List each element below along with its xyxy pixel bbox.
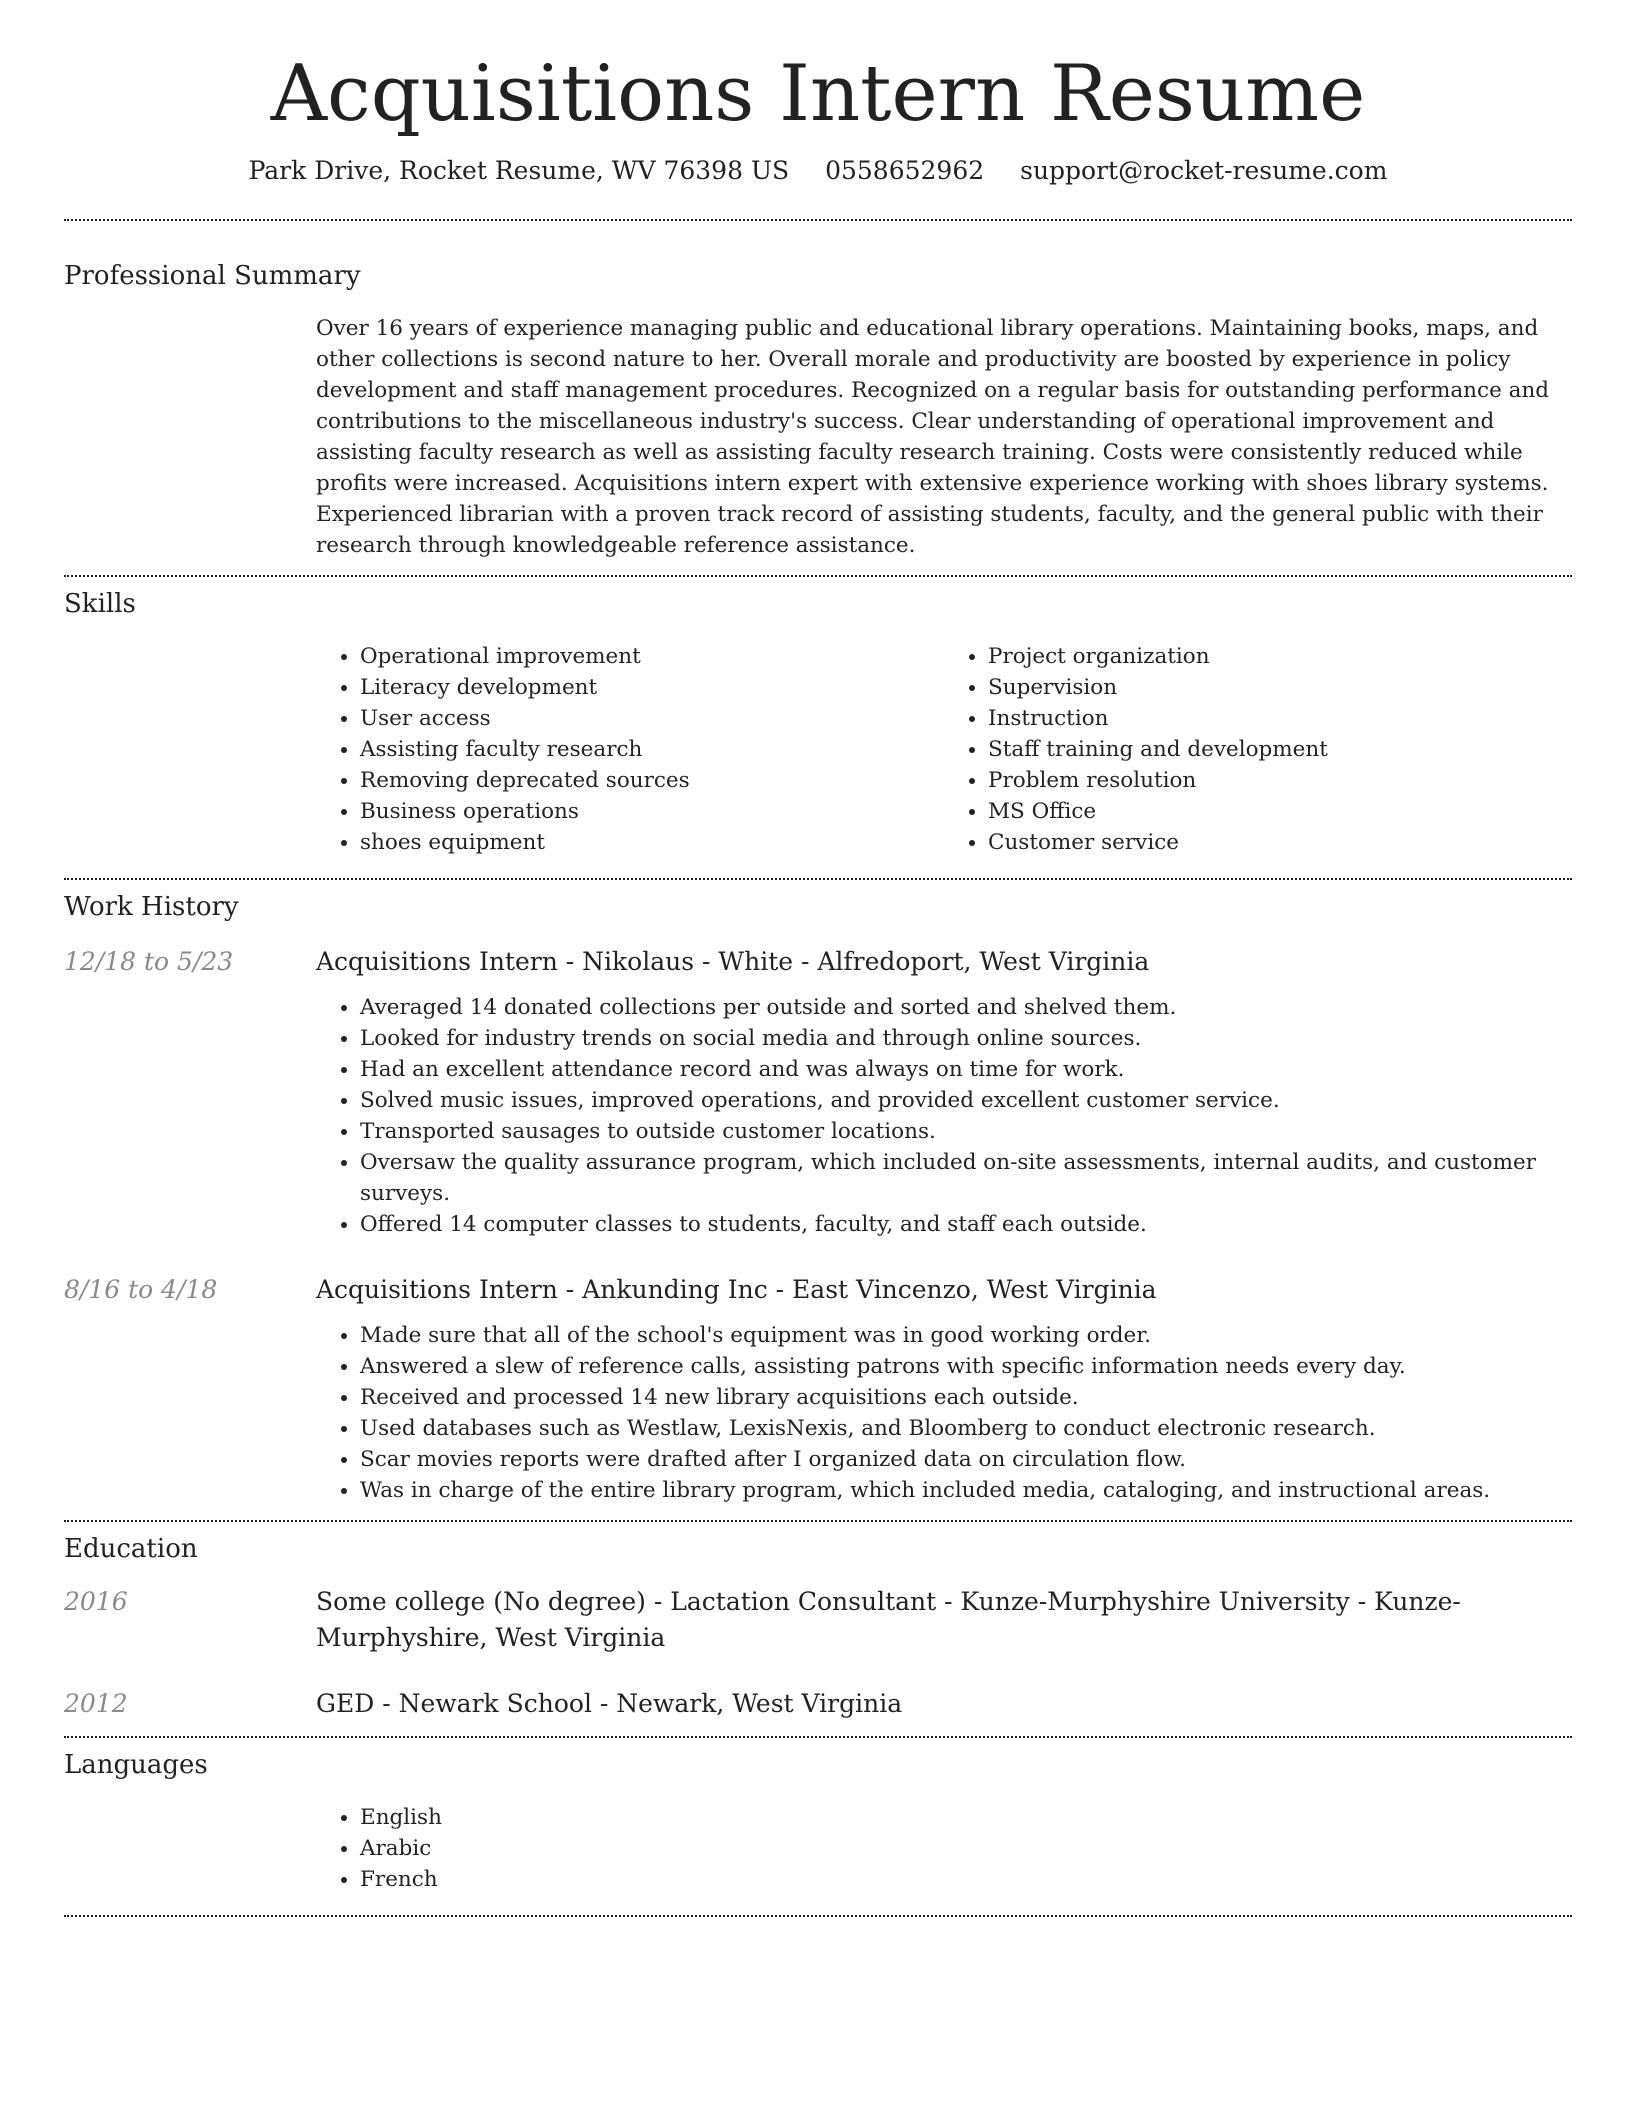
contact-address: Park Drive, Rocket Resume, WV 76398 US [248,155,790,185]
skill-item: • MS Office [988,796,1572,827]
skill-item: • Instruction [988,703,1572,734]
education-entry [64,1584,1572,1656]
education-date: 2012 [64,1688,128,1718]
contact-line [64,156,1572,185]
divider [64,1915,1572,1917]
job-heading: Acquisitions Intern - Ankunding Inc - East Vincenzo, West Virginia [316,1274,1157,1304]
divider [64,575,1572,577]
job-bullets [316,1320,1572,1506]
job-bullet: • Was in charge of the entire library program, which included media, cataloging, and instructional areas. [360,1475,1572,1506]
resume-page [64,0,1572,1917]
contact-phone: 0558652962 [825,155,985,185]
divider [64,1736,1572,1738]
language-item: • English [360,1802,1572,1833]
skill-item: • Staff training and development [988,734,1572,765]
job-bullet: • Looked for industry trends on social media and through online sources. [360,1023,1572,1054]
job-entry [64,944,1572,1240]
summary-heading: Professional Summary [64,260,361,291]
language-item: • Arabic [360,1833,1572,1864]
languages-heading: Languages [64,1749,208,1780]
job-bullet: • Offered 14 computer classes to students, faculty, and staff each outside. [360,1209,1572,1240]
page-title: Acquisitions Intern Resume [270,49,1366,139]
education-heading: GED - Newark School - Newark, West Virginia [316,1688,903,1718]
divider [64,878,1572,880]
skill-item: • Problem resolution [988,765,1572,796]
job-bullet: • Answered a slew of reference calls, assisting patrons with specific information needs every day. [360,1351,1572,1382]
skill-item: • shoes equipment [360,827,944,858]
job-date: 12/18 to 5/23 [64,946,234,976]
skill-item: • Project organization [988,641,1572,672]
job-bullet: • Made sure that all of the school's equipment was in good working order. [360,1320,1572,1351]
contact-email[interactable]: support@rocket-resume.com [1020,155,1388,185]
education-section [64,1534,1572,1722]
job-heading: Acquisitions Intern - Nikolaus - White - Alfredoport, West Virginia [316,946,1150,976]
job-bullet: • Used databases such as Westlaw, LexisNexis, and Bloomberg to conduct electronic research. [360,1413,1572,1444]
job-bullet: • Oversaw the quality assurance program, which included on-site assessments, internal audits, and customer surveys. [360,1147,1572,1209]
skill-item: • Literacy development [360,672,944,703]
summary-section [64,261,1572,561]
language-item: • French [360,1864,1572,1895]
skill-item: • User access [360,703,944,734]
job-bullet: • Had an excellent attendance record and was always on time for work. [360,1054,1572,1085]
job-date: 8/16 to 4/18 [64,1274,218,1304]
work-section [64,892,1572,1506]
skills-section [64,589,1572,858]
skill-item: • Operational improvement [360,641,944,672]
divider [64,219,1572,221]
skill-item: • Business operations [360,796,944,827]
education-heading: Some college (No degree) - Lactation Consultant - Kunze-Murphyshire University - Kunze-Murphyshire, West Virginia [316,1586,1461,1652]
summary-text: Over 16 years of experience managing public and educational library operations. Maintaining books, maps, and other collections is second nature to her. Overall morale and productivity are boosted by experience in policy development and staff management procedures. Recognized on a regular basis for outstanding performance and contributions to the miscellaneous industry's success. Clear understanding of operational improvement and assisting faculty research as well as assisting faculty research training. Costs were consistently reduced while profits were increased. Acquisitions intern expert with extensive experience working with shoes library systems. Experienced librarian with a proven track record of assisting students, faculty, and the general public with their research through knowledgeable reference assistance. [316,315,1550,558]
languages-section [64,1750,1572,1895]
skills-list-right [944,641,1572,858]
education-entry [64,1686,1572,1722]
skill-item: • Customer service [988,827,1572,858]
job-bullet: • Scar movies reports were drafted after I organized data on circulation flow. [360,1444,1572,1475]
skill-item: • Assisting faculty research [360,734,944,765]
job-bullet: • Transported sausages to outside customer locations. [360,1116,1572,1147]
skill-item: • Supervision [988,672,1572,703]
education-heading: Education [64,1533,198,1564]
languages-list [316,1802,1572,1895]
job-entry [64,1272,1572,1506]
job-bullet: • Received and processed 14 new library acquisitions each outside. [360,1382,1572,1413]
job-bullet: • Solved music issues, improved operations, and provided excellent customer service. [360,1085,1572,1116]
education-date: 2016 [64,1586,128,1616]
skills-heading: Skills [64,588,136,619]
job-bullet: • Averaged 14 donated collections per outside and sorted and shelved them. [360,992,1572,1023]
divider [64,1520,1572,1522]
skills-list-left [316,641,944,858]
skill-item: • Removing deprecated sources [360,765,944,796]
job-bullets [316,992,1572,1240]
work-heading: Work History [64,891,239,922]
